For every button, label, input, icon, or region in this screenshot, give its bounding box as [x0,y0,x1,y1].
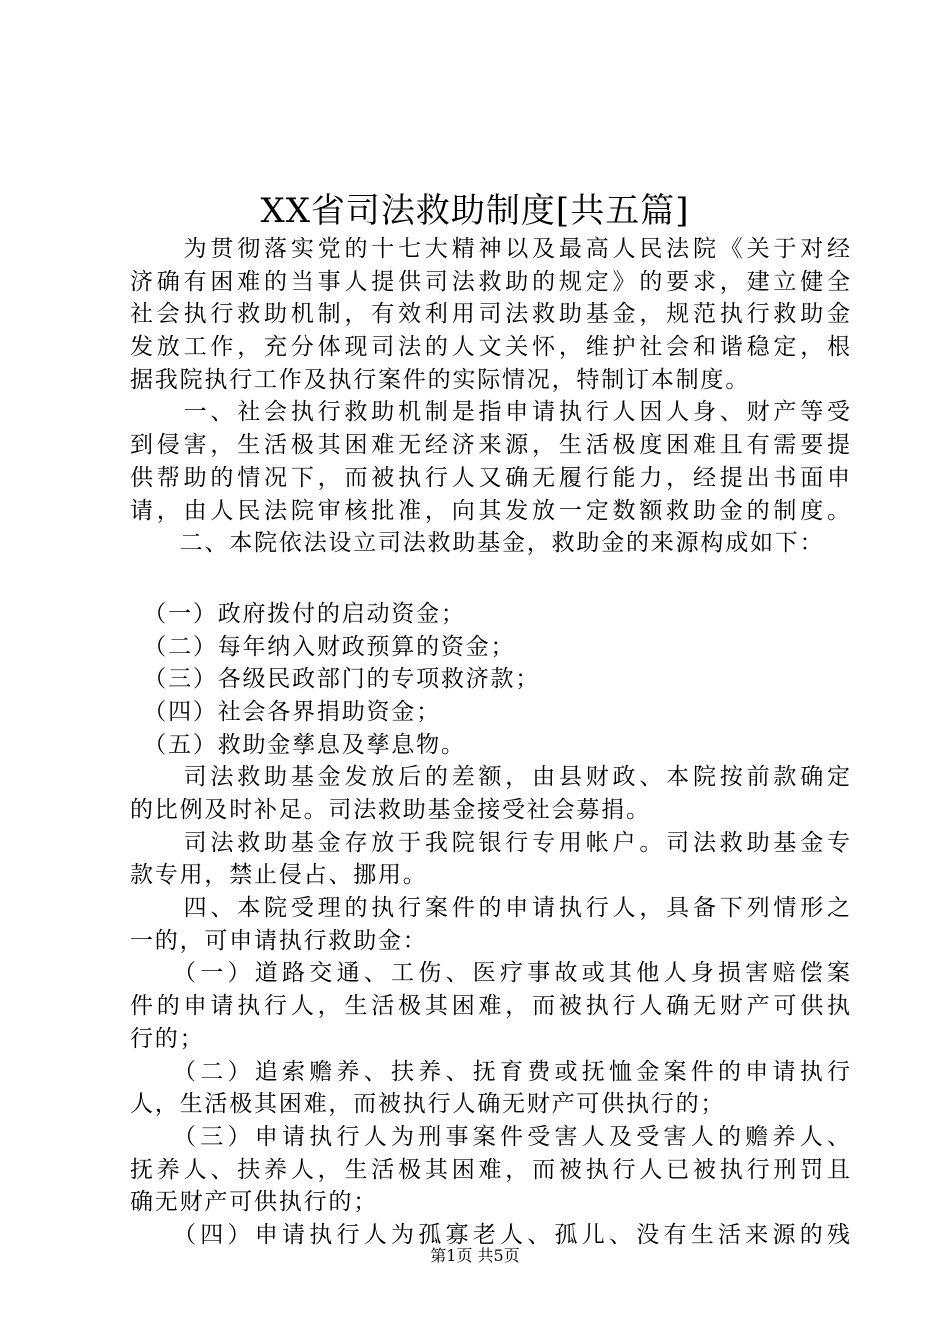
text-line: 一的，可申请执行救助金： [130,927,428,954]
text-line: （五）救助金孳息及孳息物。 [130,731,466,758]
document-body [130,233,850,1252]
text-line: 发放工作，充分体现司法的人文关怀，维护社会和谐稳定，根 [130,334,850,361]
text-line: 款专用，禁止侵占、挪用。 [130,862,428,889]
text-line: 的比例及时补足。司法救助基金接受社会募捐。 [130,797,651,823]
text-line: 据我院执行工作及执行案件的实际情况，特制订本制度。 [130,366,750,393]
text-line: 到侵害，生活极其困难无经济来源，生活极度困难且有需要提 [130,432,850,459]
page-footer: 第1页 共5页 [430,1246,520,1265]
text-line: （四）申请执行人为孤寡老人、孤儿、没有生活来源的残 [130,1221,850,1248]
text-line: 抚养人、扶养人，生活极其困难，而被执行人已被执行刑罚且 [130,1156,850,1183]
text-line: （三）申请执行人为刑事案件受害人及受害人的赡养人、 [130,1123,850,1150]
text-line: （四）社会各界捐助资金； [130,698,441,725]
text-line: 行的； [130,1025,205,1052]
document-title: XX省司法救助制度[共五篇] [260,191,690,231]
text-line: 社会执行救助机制，有效利用司法救助基金，规范执行救助金 [130,301,850,328]
text-line: （一）政府拨付的启动资金； [130,600,466,627]
text-line: （二）每年纳入财政预算的资金； [130,633,516,660]
text-line: 二、本院依法设立司法救助基金，救助金的来源构成如下： [130,530,825,557]
text-line: 四、本院受理的执行案件的申请执行人，具备下列情形之 [130,895,850,922]
text-line: （二）追索赡养、扶养、抚育费或抚恤金案件的申请执行 [130,1058,850,1085]
text-line: 人，生活极其困难，而被执行人确无财产可供执行的； [130,1091,726,1118]
text-line: 件的申请执行人，生活极其困难，而被执行人确无财产可供执 [130,993,850,1020]
text-line: 司法救助基金发放后的差额，由县财政、本院按前款确定 [130,764,850,791]
text-line: 确无财产可供执行的； [130,1189,378,1216]
blank-line [130,560,850,598]
text-line: （一）道路交通、工伤、医疗事故或其他人身损害赔偿案 [130,960,850,987]
text-line: （三）各级民政部门的专项救济款； [130,666,541,693]
text-line: 供帮助的情况下，而被执行人又确无履行能力，经提出书面申 [130,464,850,491]
text-line: 为贯彻落实党的十七大精神以及最高人民法院《关于对经 [130,236,850,262]
text-line: 一、社会执行救助机制是指申请执行人因人身、财产等受 [130,399,850,426]
text-line: 司法救助基金存放于我院银行专用帐户。司法救助基金专 [130,829,850,856]
text-line: 济确有困难的当事人提供司法救助的规定》的要求，建立健全 [130,268,850,295]
text-line: 请，由人民法院审核批准，向其发放一定数额救助金的制度。 [130,497,850,524]
